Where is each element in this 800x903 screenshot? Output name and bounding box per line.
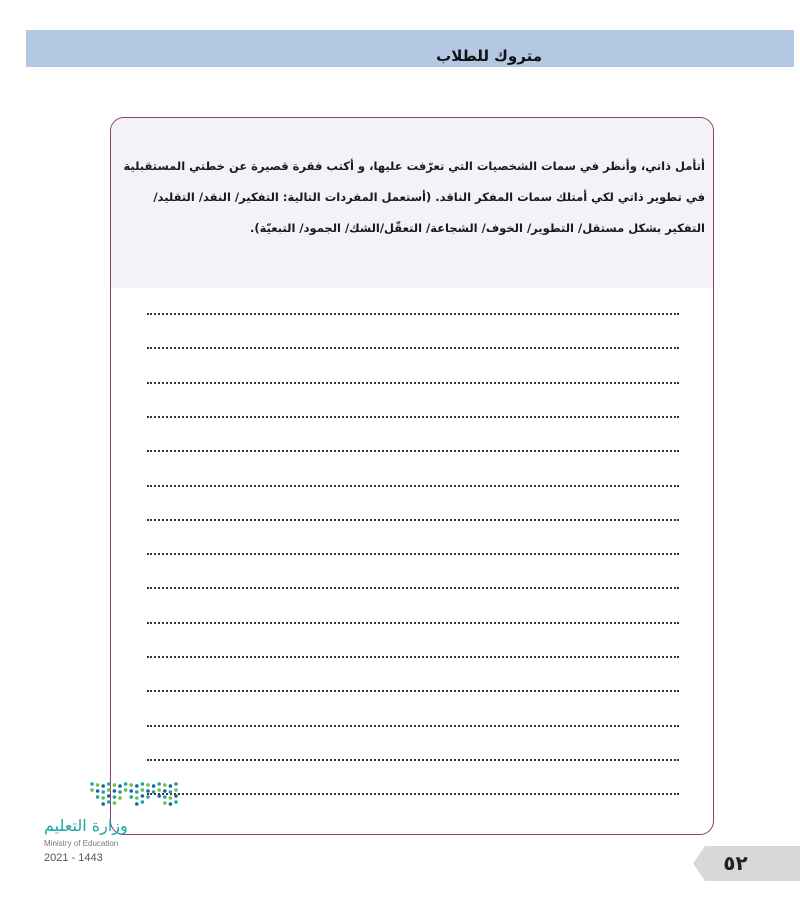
- academic-year: 2021 - 1443: [44, 852, 103, 864]
- answer-line[interactable]: [147, 656, 679, 658]
- answer-line[interactable]: [147, 347, 679, 349]
- answer-line[interactable]: [147, 793, 679, 795]
- answer-line[interactable]: [147, 690, 679, 692]
- ministry-name-english: Ministry of Education: [44, 839, 119, 848]
- answer-line[interactable]: [147, 313, 679, 315]
- ministry-name-arabic: وزارة التعليم: [44, 816, 128, 835]
- answer-area[interactable]: [147, 118, 679, 834]
- section-title: متروك للطلاب: [436, 47, 542, 65]
- answer-line[interactable]: [147, 450, 679, 452]
- activity-prompt: أتأمل ذاتي، وأنظر في سمات الشخصيات التي تعرّفت عليها، و أكتب فقرة قصيرة عن خطتي المستقبلية في تطوير ذاتي لكي أمتلك سمات المفكر الناقد. (أستعمل المفردات التالية: التفكير/ النقد/ التقليد/ التفكير بشكل مستقل/ التطوير/ الخوف/ الشجاعة/ التعقّل/الشك/ الجمود/ التبعيّة).: [123, 159, 705, 235]
- page-number: ٥٢: [723, 851, 748, 875]
- answer-line[interactable]: [147, 382, 679, 384]
- answer-line[interactable]: [147, 485, 679, 487]
- ministry-logo-dots-icon: [88, 778, 183, 812]
- header-band: [26, 30, 794, 67]
- answer-line[interactable]: [147, 587, 679, 589]
- answer-line[interactable]: [147, 519, 679, 521]
- answer-line[interactable]: [147, 553, 679, 555]
- ministry-logo: [40, 778, 190, 878]
- activity-card: [110, 117, 714, 835]
- answer-line[interactable]: [147, 725, 679, 727]
- answer-line[interactable]: [147, 622, 679, 624]
- answer-line[interactable]: [147, 759, 679, 761]
- answer-line[interactable]: [147, 416, 679, 418]
